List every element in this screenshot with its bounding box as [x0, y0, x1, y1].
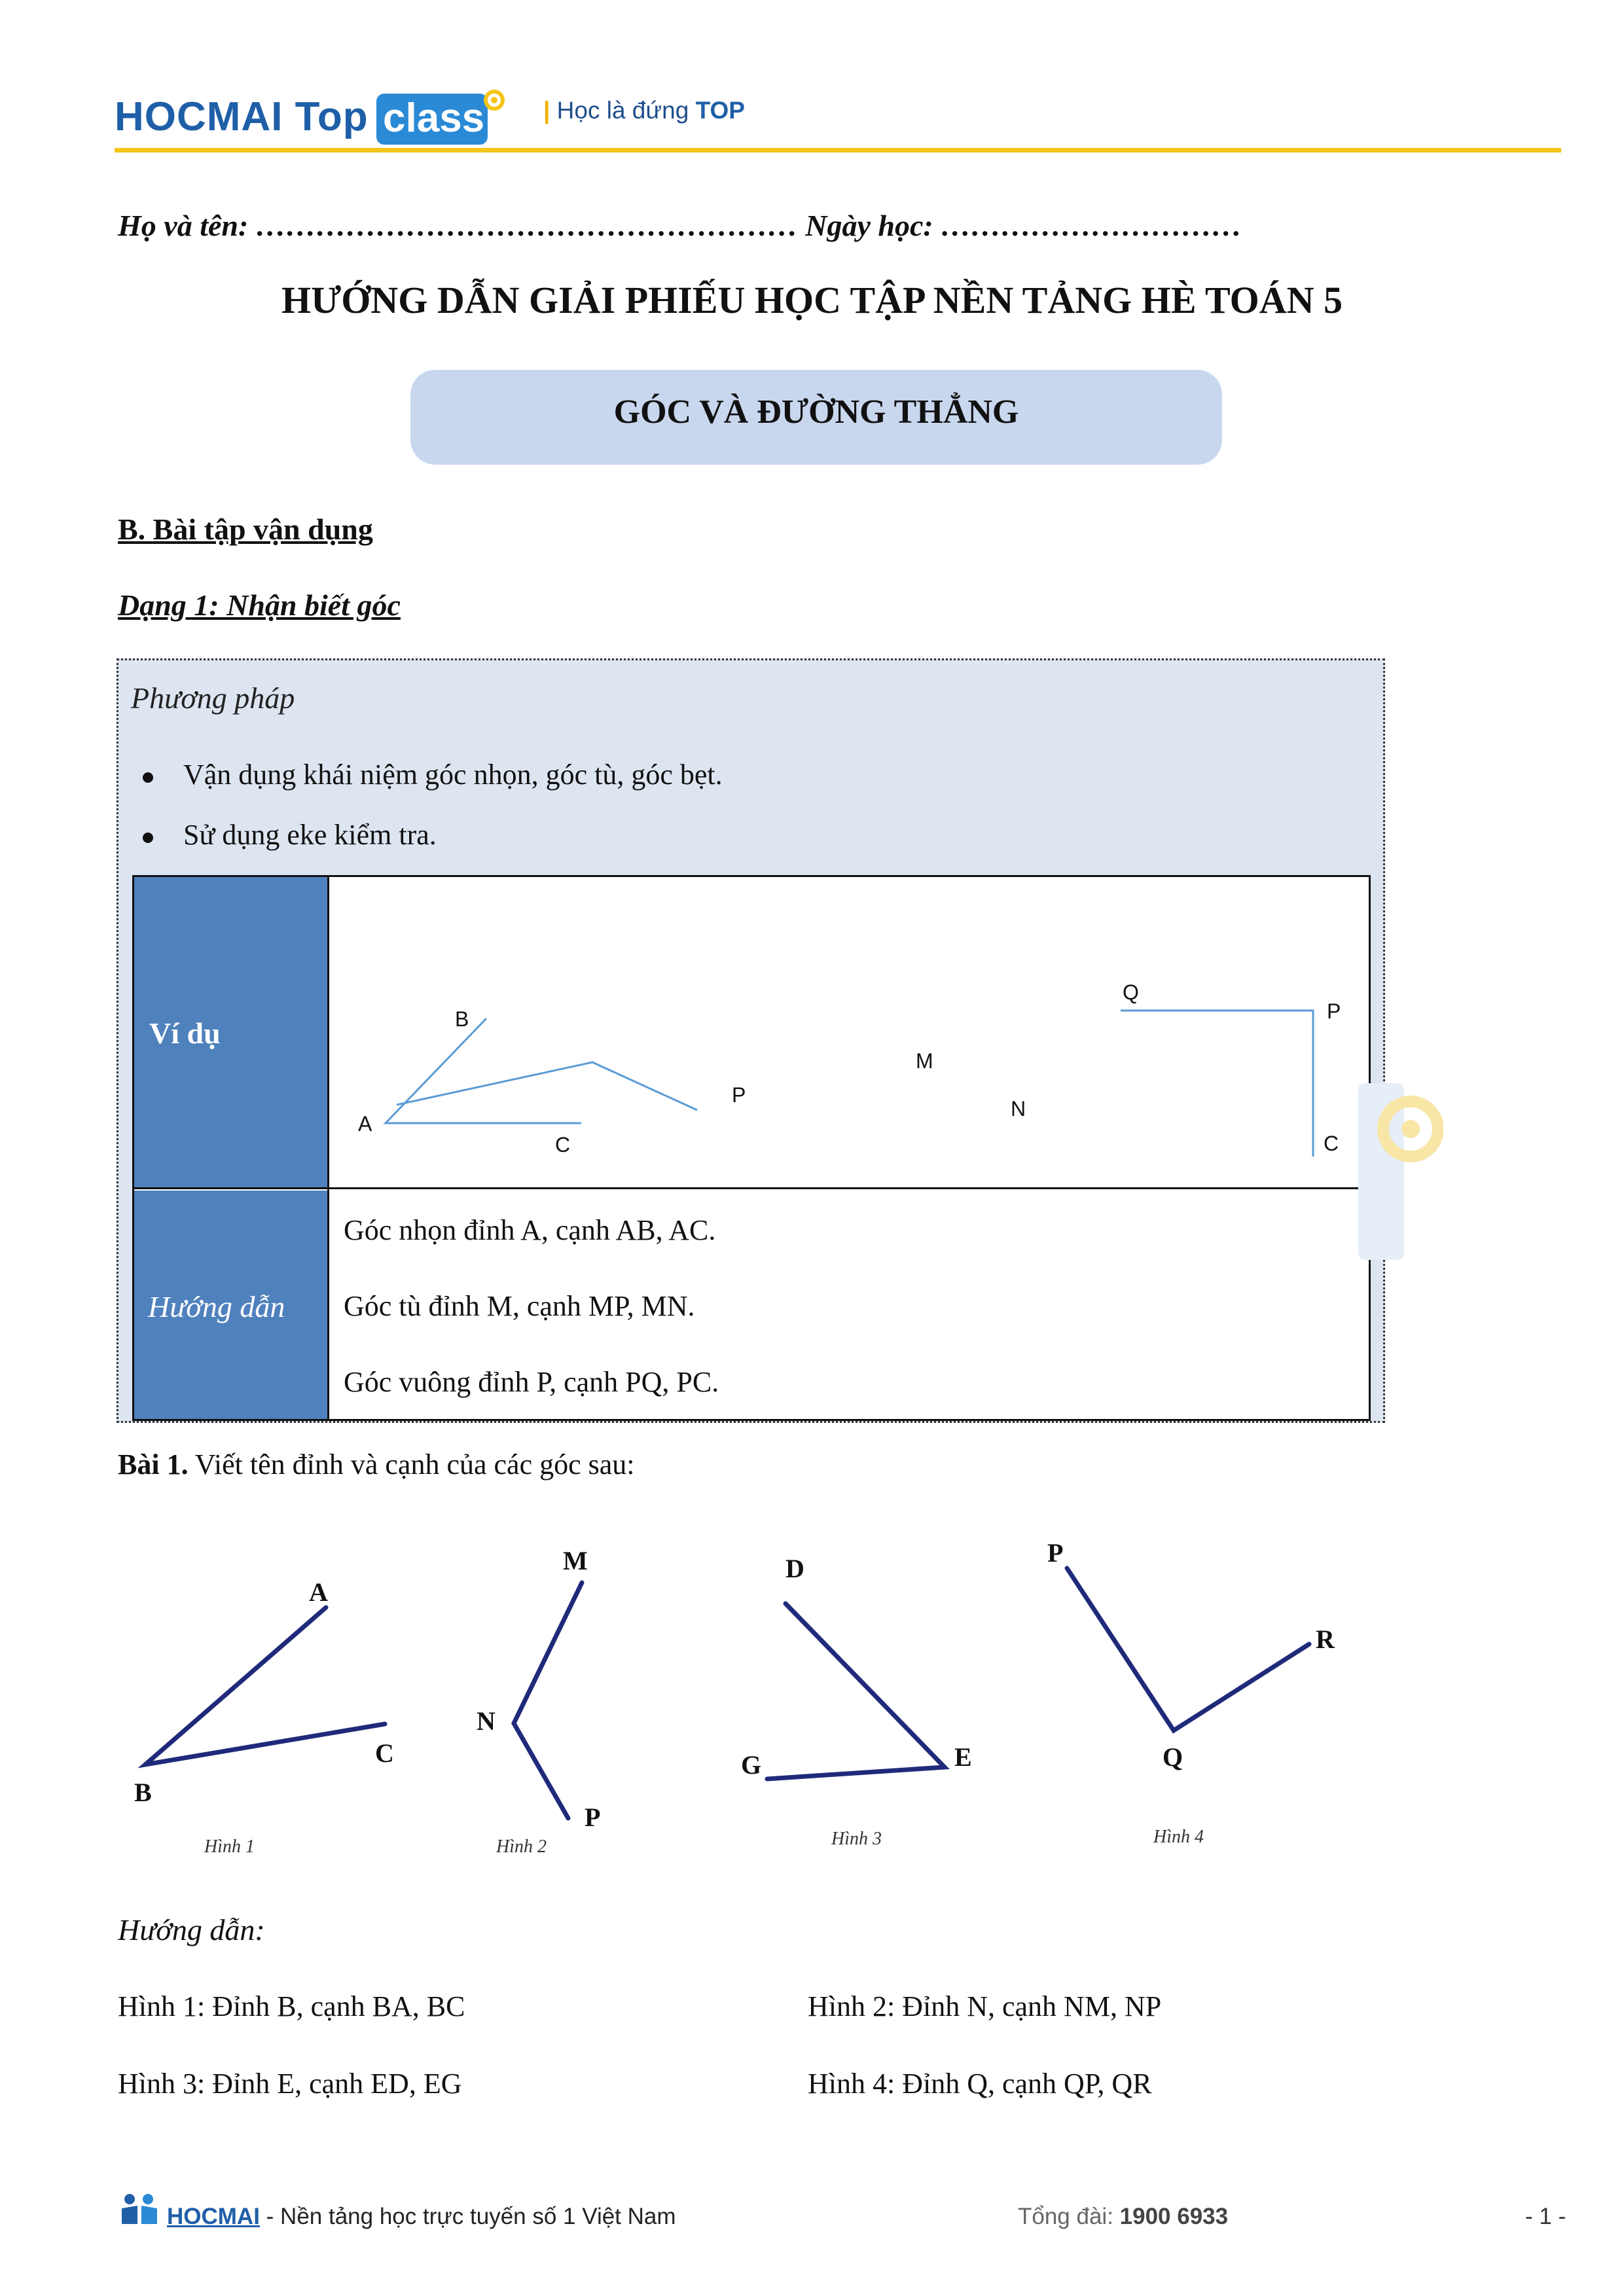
guide-line: Góc tù đỉnh M, cạnh MP, MN. [344, 1290, 695, 1322]
figure-2-angle [514, 1583, 582, 1818]
gear-icon [481, 87, 507, 113]
figure-3-angle [767, 1604, 945, 1779]
angle-p-lines [1121, 1011, 1313, 1157]
answer-line: Hình 2: Đỉnh N, cạnh NM, NP [808, 1990, 1162, 2022]
point-label: B [134, 1778, 152, 1807]
point-label: B [455, 1007, 469, 1031]
guide-line: Góc nhọn đỉnh A, cạnh AB, AC. [344, 1214, 716, 1246]
hocmai-topclass-logo [115, 69, 520, 141]
watermark-gear-icon [1358, 1083, 1443, 1260]
point-label: P [585, 1803, 601, 1832]
point-label: C [375, 1738, 394, 1768]
table-divider [132, 1187, 1371, 1189]
figure-caption: Hình 3 [831, 1829, 882, 1849]
header-divider [115, 148, 1561, 152]
method-bullet: Sử dụng eke kiểm tra. [143, 818, 437, 852]
example-label: Ví dụ [149, 1016, 221, 1050]
header-tagline: | Học là đứng TOP [543, 97, 745, 124]
hocmai-footer-icon [118, 2191, 161, 2231]
section-heading: B. Bài tập vận dụng [118, 512, 373, 546]
answer-line: Hình 1: Đỉnh B, cạnh BA, BC [118, 1990, 465, 2022]
exercise-prompt: Bài 1. Viết tên đỉnh và cạnh của các góc sau: [118, 1448, 635, 1480]
figure-caption: Hình 2 [496, 1837, 547, 1857]
method-bullet: Vận dụng khái niệm góc nhọn, góc tù, góc bẹt. [143, 758, 723, 791]
topic-title: GÓC VÀ ĐƯỜNG THẲNG [613, 393, 1019, 431]
table-divider [327, 875, 329, 1421]
guide-line: Góc vuông đỉnh P, cạnh PQ, PC. [344, 1366, 719, 1398]
point-label: C [1324, 1132, 1339, 1155]
point-label: A [358, 1112, 372, 1136]
subsection-heading: Dạng 1: Nhận biết góc [118, 588, 401, 622]
exercise-figures [0, 1505, 1624, 1872]
angle-m-lines [397, 1062, 697, 1110]
example-angles [331, 877, 1368, 1186]
point-label: Q [1123, 980, 1139, 1004]
point-label: N [1011, 1097, 1026, 1121]
point-label: N [477, 1706, 496, 1736]
point-label: P [1327, 999, 1341, 1023]
answer-line: Hình 4: Đỉnh Q, cạnh QP, QR [808, 2068, 1152, 2100]
point-label: M [916, 1049, 933, 1073]
footer-brand-link[interactable]: HOCMAI [167, 2204, 260, 2229]
figure-caption: Hình 4 [1153, 1827, 1204, 1847]
point-label: P [1047, 1538, 1064, 1568]
point-label: A [309, 1577, 328, 1607]
figure-1-angle [145, 1607, 385, 1765]
footer-brand-line: HOCMAI - Nền tảng học trực tuyến số 1 Việt Nam [167, 2204, 676, 2229]
point-label: C [555, 1133, 571, 1157]
point-label: D [785, 1554, 804, 1583]
page-title: HƯỚNG DẪN GIẢI PHIẾU HỌC TẬP NỀN TẢNG HÈ TOÁN 5 [281, 279, 1343, 321]
method-title: Phương pháp [131, 681, 295, 715]
name-date-line: Họ và tên: ……………………………………………… Ngày học: ………………………… [118, 209, 1242, 242]
guide-label: Hướng dẫn [148, 1290, 285, 1323]
point-label: R [1316, 1624, 1335, 1654]
answer-line: Hình 3: Đỉnh E, cạnh ED, EG [118, 2068, 462, 2100]
footer-hotline: Tổng đài: 1900 6933 [1018, 2204, 1229, 2229]
point-label: E [954, 1742, 972, 1772]
point-label: G [741, 1750, 762, 1780]
logo-main-text: HOCMAI Top [115, 94, 369, 139]
point-label: M [563, 1546, 588, 1575]
point-label: P [732, 1083, 746, 1107]
logo-badge-text: class [383, 96, 485, 141]
guide-title: Hướng dẫn: [118, 1913, 265, 1946]
point-label: Q [1163, 1742, 1183, 1772]
figure-4-angle [1067, 1568, 1309, 1731]
page-number: - 1 - [1525, 2204, 1566, 2229]
figure-caption: Hình 1 [204, 1837, 255, 1857]
